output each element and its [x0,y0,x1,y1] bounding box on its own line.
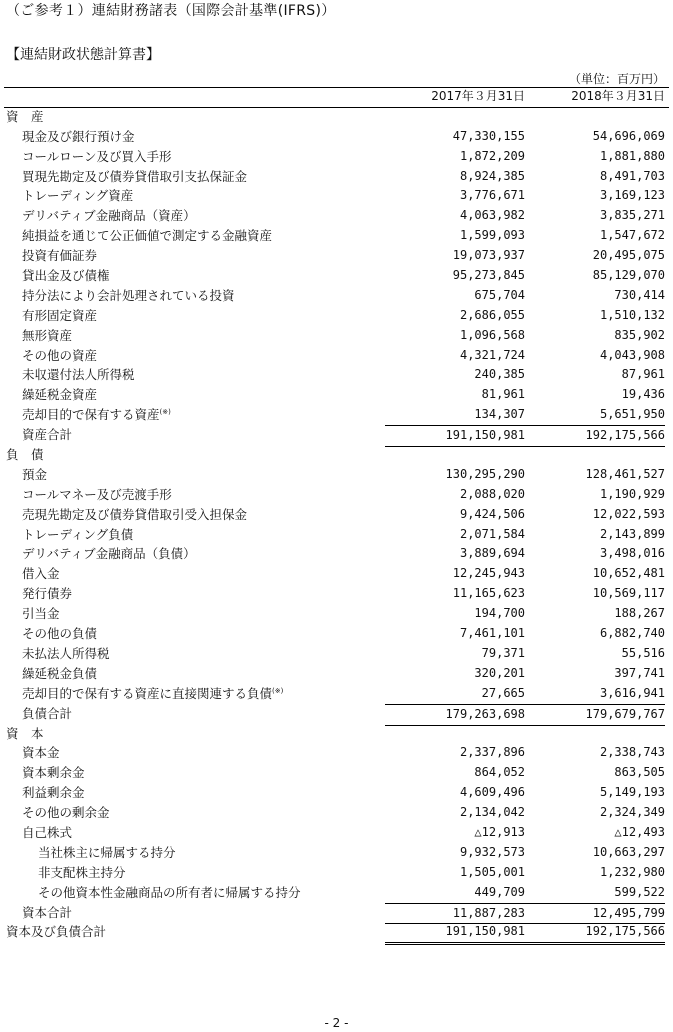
row-label [22,167,247,187]
row-label [38,863,126,883]
value-2017: 1,872,209 [459,148,525,163]
value-2018: 2,338,743 [599,745,665,760]
value-2017: 2,071,584 [459,526,525,541]
row-label [22,465,47,485]
value-2017 [385,445,525,465]
row-label [22,286,235,306]
section-title: 【連結財政状態計算書】 [6,47,160,63]
row-label [38,883,301,903]
row-label-text: 繰延税金負債 [22,665,98,681]
row-label-text: コールローン及び買入手形 [22,148,172,164]
value-2017: 4,321,724 [459,347,525,362]
row-label-text: 繰延税金資産 [22,387,98,403]
value-2017: 2,088,020 [459,486,525,501]
row-label-text: 負債合計 [22,705,73,721]
table-row [0,465,673,485]
table-row [0,664,673,684]
value-2018: 4,043,908 [599,347,665,362]
row-label-text: トレーディング資産 [22,188,134,204]
table-row [0,743,673,763]
section-heading-row [0,107,673,127]
row-label-text: 有形固定資産 [22,307,98,323]
row-label-text: 自己株式 [22,824,73,840]
table-body [0,107,673,942]
table-row [0,127,673,147]
row-label-text: その他の剰余金 [22,805,110,821]
value-2018: 192,175,566 [525,425,665,447]
table-row [0,266,673,286]
value-2018: 3,616,941 [599,685,665,700]
table-row [0,405,673,425]
row-label [22,823,72,843]
value-2017: △12,913 [474,824,525,839]
table-row [0,883,673,903]
row-label-text: 資産合計 [22,427,73,443]
value-2018: 1,510,132 [599,307,665,322]
row-label [22,306,97,326]
row-label [22,326,72,346]
value-2018: 1,190,929 [599,486,665,501]
row-label-text: 未収還付法人所得税 [22,367,135,383]
unit-label: （単位：百万円） [568,72,665,86]
value-2017 [385,724,525,744]
row-label [22,266,110,286]
row-label [22,604,60,624]
page-number: - 2 - [324,1016,349,1030]
row-label-text: 無形資産 [22,327,73,343]
header-top-rule [4,87,669,88]
row-label [6,445,44,465]
total-row [0,922,673,942]
table-row [0,306,673,326]
value-2018: 128,461,527 [585,466,665,481]
row-label [22,246,97,266]
value-2018: 1,881,880 [599,148,665,163]
value-2017: 4,609,496 [459,785,525,800]
value-2018: 397,741 [614,665,665,680]
row-label [22,226,272,246]
table-row [0,326,673,346]
table-row [0,147,673,167]
table-row [0,604,673,624]
value-2017: 9,424,506 [459,506,525,521]
row-label [22,365,135,385]
value-2018: 3,169,123 [599,188,665,203]
table-row [0,365,673,385]
value-2017: 191,150,981 [385,425,525,447]
row-label-text: その他の負債 [22,626,98,642]
row-label-text: 負 債 [6,447,44,463]
value-2017: 240,385 [474,367,525,382]
value-2017: 8,924,385 [459,168,525,183]
table-row [0,505,673,525]
row-label-text: 純損益を通じて公正価値で測定する金融資産 [22,228,273,244]
financial-statement-table [0,87,673,942]
value-2018: 730,414 [614,287,665,302]
table-row [0,823,673,843]
column-header-2017: 2017年３月31日 [431,89,525,103]
table-row [0,584,673,604]
row-label-text: 非支配株主持分 [38,864,126,880]
total-row [0,425,673,445]
row-label [22,783,85,803]
value-2018: 10,652,481 [592,566,665,581]
row-label-text: 資本金 [22,745,60,761]
row-label-text: 売却目的で保有する資産に直接関連する負債 [22,685,273,701]
column-header-2018: 2018年３月31日 [571,89,665,103]
value-2017: 7,461,101 [459,626,525,641]
value-2018: 55,516 [621,645,665,660]
row-label-text: 当社株主に帰属する持分 [38,844,176,860]
row-label-text: 持分法により会計処理されている投資 [22,287,235,303]
value-2018: 12,495,799 [525,903,665,925]
row-label [6,724,44,744]
value-2018: 3,835,271 [599,208,665,223]
row-label-text: 資 本 [6,725,44,741]
value-2018: 3,498,016 [599,546,665,561]
table-row [0,485,673,505]
row-label [22,684,283,704]
table-row [0,346,673,366]
row-label-text: 売却目的で保有する資産 [22,407,160,423]
value-2017: 11,165,623 [452,586,525,601]
row-label [6,107,44,127]
value-2017: 95,273,845 [452,268,525,283]
table-row [0,564,673,584]
row-label-text: コールマネー及び売渡手形 [22,486,172,502]
row-label [22,743,60,763]
value-2017: 19,073,937 [452,248,525,263]
row-label-text: 資本合計 [22,904,73,920]
row-label-text: 引当金 [22,606,60,622]
table-row [0,226,673,246]
row-label [22,664,97,684]
footnote-mark: (※) [159,408,171,417]
row-label-text: 未払法人所得税 [22,645,110,661]
value-2018: 10,663,297 [592,844,665,859]
value-2017: 2,686,055 [459,307,525,322]
row-label [22,644,110,664]
row-label [22,147,172,167]
value-2018 [525,107,665,127]
table-row [0,783,673,803]
value-2018 [525,724,665,744]
table-row [0,206,673,226]
column-header-row [0,87,673,107]
value-2017: 12,245,943 [452,566,525,581]
row-label [22,544,196,564]
value-2017: 134,307 [474,407,525,422]
row-label [22,803,110,823]
row-label [22,425,72,445]
value-2018: 179,679,767 [525,704,665,726]
value-2018: 8,491,703 [599,168,665,183]
row-label-text: その他の資産 [22,347,98,363]
value-2018: △12,493 [614,824,665,839]
value-2018: 599,522 [614,884,665,899]
table-row [0,544,673,564]
value-2018: 6,882,740 [599,626,665,641]
value-2017: 11,887,283 [385,903,525,925]
row-label-text: 投資有価証券 [22,248,98,264]
table-row [0,763,673,783]
value-2018: 5,149,193 [599,785,665,800]
row-label [22,704,72,724]
value-2017: 130,295,290 [445,466,525,481]
row-label-text: デリバティブ金融商品（資産） [22,208,196,224]
value-2017: 79,371 [481,645,525,660]
section-heading-row [0,445,673,465]
value-2017: 9,932,573 [459,844,525,859]
table-row [0,525,673,545]
value-2018: 1,232,980 [599,864,665,879]
row-label-text: トレーディング負債 [22,526,134,542]
table-row [0,624,673,644]
row-label-text: 預金 [22,466,48,482]
value-2018: 835,902 [614,327,665,342]
table-row [0,246,673,266]
row-label [22,505,247,525]
table-row [0,186,673,206]
value-2017: 864,052 [474,765,525,780]
value-2017 [385,107,525,127]
section-heading-row [0,724,673,744]
value-2017: 47,330,155 [452,128,525,143]
value-2018: 85,129,070 [592,268,665,283]
row-label-text: 現金及び銀行預け金 [22,128,135,144]
value-2017: 2,134,042 [459,805,525,820]
row-label [22,624,97,644]
value-2017: 1,505,001 [459,864,525,879]
value-2018: 87,961 [621,367,665,382]
value-2017: 191,150,981 [385,922,525,945]
row-label [22,385,97,405]
value-2017: 320,201 [474,665,525,680]
row-label-text: 資 産 [6,108,44,124]
row-label-text: 売現先勘定及び債券貸借取引受入担保金 [22,506,248,522]
table-row [0,644,673,664]
row-label [22,346,97,366]
value-2018: 12,022,593 [592,506,665,521]
value-2017: 4,063,982 [459,208,525,223]
value-2017: 81,961 [481,387,525,402]
table-row [0,843,673,863]
value-2018: 192,175,566 [525,922,665,945]
row-label [22,525,133,545]
row-label [22,763,85,783]
value-2017: 194,700 [474,606,525,621]
row-label-text: 資本及び負債合計 [6,924,107,940]
row-label-text: 買現先勘定及び債券貸借取引支払保証金 [22,168,248,184]
row-label-text: 発行債券 [22,586,73,602]
value-2018: 1,547,672 [599,228,665,243]
row-label-text: 資本剰余金 [22,765,85,781]
value-2017: 1,096,568 [459,327,525,342]
value-2018: 5,651,950 [599,407,665,422]
row-label-text: デリバティブ金融商品（負債） [22,546,196,562]
value-2017: 27,665 [481,685,525,700]
row-label-text: 借入金 [22,566,60,582]
value-2017: 3,776,671 [459,188,525,203]
value-2018: 54,696,069 [592,128,665,143]
value-2017: 449,709 [474,884,525,899]
value-2017: 675,704 [474,287,525,302]
table-row [0,684,673,704]
value-2018: 2,324,349 [599,805,665,820]
table-row [0,167,673,187]
row-label-text: 利益剰余金 [22,785,85,801]
value-2018 [525,445,665,465]
total-row [0,704,673,724]
value-2018: 19,436 [621,387,665,402]
value-2018: 188,267 [614,606,665,621]
row-label [22,405,171,425]
table-row [0,385,673,405]
document-title: （ご参考１）連結財務諸表（国際会計基準(IFRS)） [6,3,336,19]
row-label-text: 貸出金及び債権 [22,268,110,284]
row-label [22,564,60,584]
footnote-mark: (※) [272,686,284,695]
value-2018: 20,495,075 [592,248,665,263]
table-row [0,803,673,823]
row-label-text: その他資本性金融商品の所有者に帰属する持分 [38,884,301,900]
row-label [22,206,196,226]
row-label [6,922,106,942]
value-2017: 3,889,694 [459,546,525,561]
row-label [22,127,135,147]
table-row [0,863,673,883]
value-2018: 2,143,899 [599,526,665,541]
row-label [22,903,72,923]
value-2017: 1,599,093 [459,228,525,243]
value-2017: 179,263,698 [385,704,525,726]
value-2017: 2,337,896 [459,745,525,760]
table-row [0,286,673,306]
row-label [38,843,176,863]
row-label [22,186,133,206]
row-label [22,584,72,604]
total-row [0,903,673,923]
row-label [22,485,172,505]
value-2018: 863,505 [614,765,665,780]
value-2018: 10,569,117 [592,586,665,601]
